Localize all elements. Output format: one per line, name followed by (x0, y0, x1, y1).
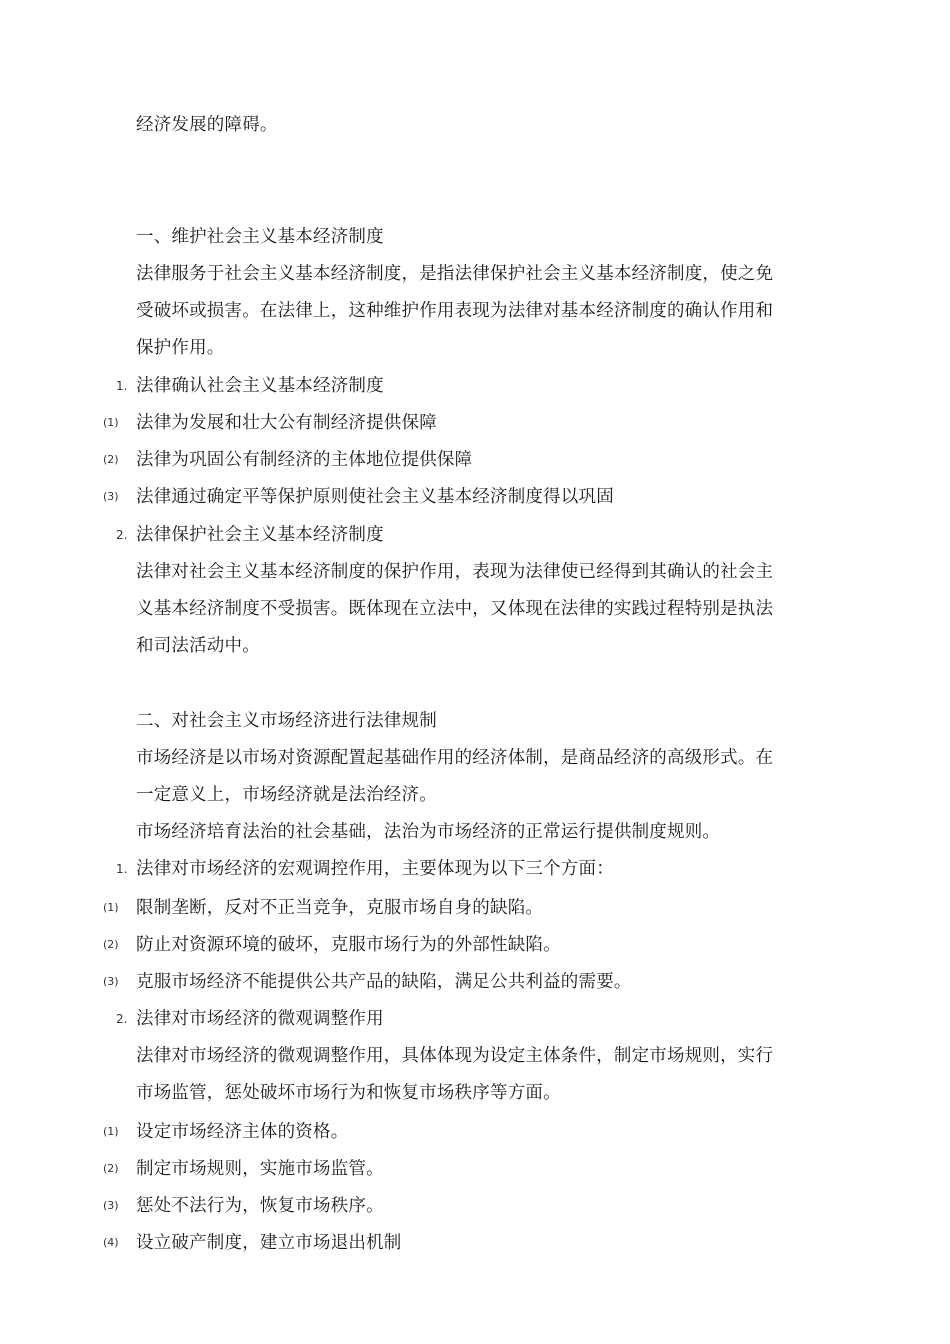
list-item: 惩处不法行为，恢复市场秩序。 (136, 1196, 384, 1216)
list-marker: 2. (116, 1012, 128, 1026)
list-item: 法律为巩固公有制经济的主体地位提供保障 (136, 450, 473, 470)
list-marker: 2. (116, 528, 128, 542)
section-2-heading: 二、对社会主义市场经济进行法律规制 (136, 711, 437, 731)
section-2-paragraph-2: 市场经济培育法治的社会基础，法治为市场经济的正常运行提供制度规则。 (136, 822, 721, 842)
list-marker: (2) (103, 1162, 119, 1175)
list-marker: (2) (103, 938, 119, 951)
section-2-item-1: 法律对市场经济的宏观调控作用，主要体现为以下三个方面： (136, 859, 614, 879)
list-marker: (1) (103, 416, 119, 429)
section-1-paragraph-line: 法律服务于社会主义基本经济制度，是指法律保护社会主义基本经济制度，使之免 (136, 264, 774, 284)
list-item: 防止对资源环境的破坏，克服市场行为的外部性缺陷。 (136, 935, 561, 955)
section-2-item-2-line: 法律对市场经济的微观调整作用，具体体现为设定主体条件，制定市场规则，实行 (136, 1046, 774, 1066)
section-1-paragraph-line: 受破坏或损害。在法律上，这种维护作用表现为法律对基本经济制度的确认作用和 (136, 301, 774, 321)
section-2-paragraph-line: 一定意义上，市场经济就是法治经济。 (136, 785, 437, 805)
list-marker: (2) (103, 453, 119, 466)
intro-tail: 经济发展的障碍。 (136, 115, 278, 135)
list-marker: (3) (103, 490, 119, 503)
list-item: 限制垄断，反对不正当竞争，克服市场自身的缺陷。 (136, 898, 544, 918)
section-2-paragraph-line: 市场经济是以市场对资源配置起基础作用的经济体制，是商品经济的高级形式。在 (136, 748, 774, 768)
list-item: 设立破产制度，建立市场退出机制 (136, 1233, 402, 1253)
list-marker: (4) (103, 1236, 119, 1249)
section-2-item-2: 法律对市场经济的微观调整作用 (136, 1009, 384, 1029)
section-1-item-2: 法律保护社会主义基本经济制度 (136, 525, 384, 545)
section-1-item-2-line: 法律对社会主义基本经济制度的保护作用，表现为法律使已经得到其确认的社会主 (136, 562, 774, 582)
list-marker: (1) (103, 901, 119, 914)
list-item: 法律通过确定平等保护原则使社会主义基本经济制度得以巩固 (136, 487, 614, 507)
list-marker: (1) (103, 1125, 119, 1138)
section-1-item-1: 法律确认社会主义基本经济制度 (136, 376, 384, 396)
section-1-item-2-line: 和司法活动中。 (136, 636, 260, 656)
list-item: 法律为发展和壮大公有制经济提供保障 (136, 413, 437, 433)
section-2-item-2-line: 市场监管，惩处破坏市场行为和恢复市场秩序等方面。 (136, 1083, 561, 1103)
list-marker: 1. (116, 379, 128, 393)
list-marker: (3) (103, 975, 119, 988)
section-1-heading: 一、维护社会主义基本经济制度 (136, 227, 384, 247)
list-item: 克服市场经济不能提供公共产品的缺陷，满足公共利益的需要。 (136, 972, 632, 992)
list-marker: (3) (103, 1199, 119, 1212)
section-1-item-2-line: 义基本经济制度不受损害。既体现在立法中，又体现在法律的实践过程特别是执法 (136, 599, 774, 619)
list-item: 设定市场经济主体的资格。 (136, 1122, 349, 1142)
section-1-paragraph-line: 保护作用。 (136, 338, 225, 358)
list-item: 制定市场规则，实施市场监管。 (136, 1159, 384, 1179)
list-marker: 1. (116, 862, 128, 876)
